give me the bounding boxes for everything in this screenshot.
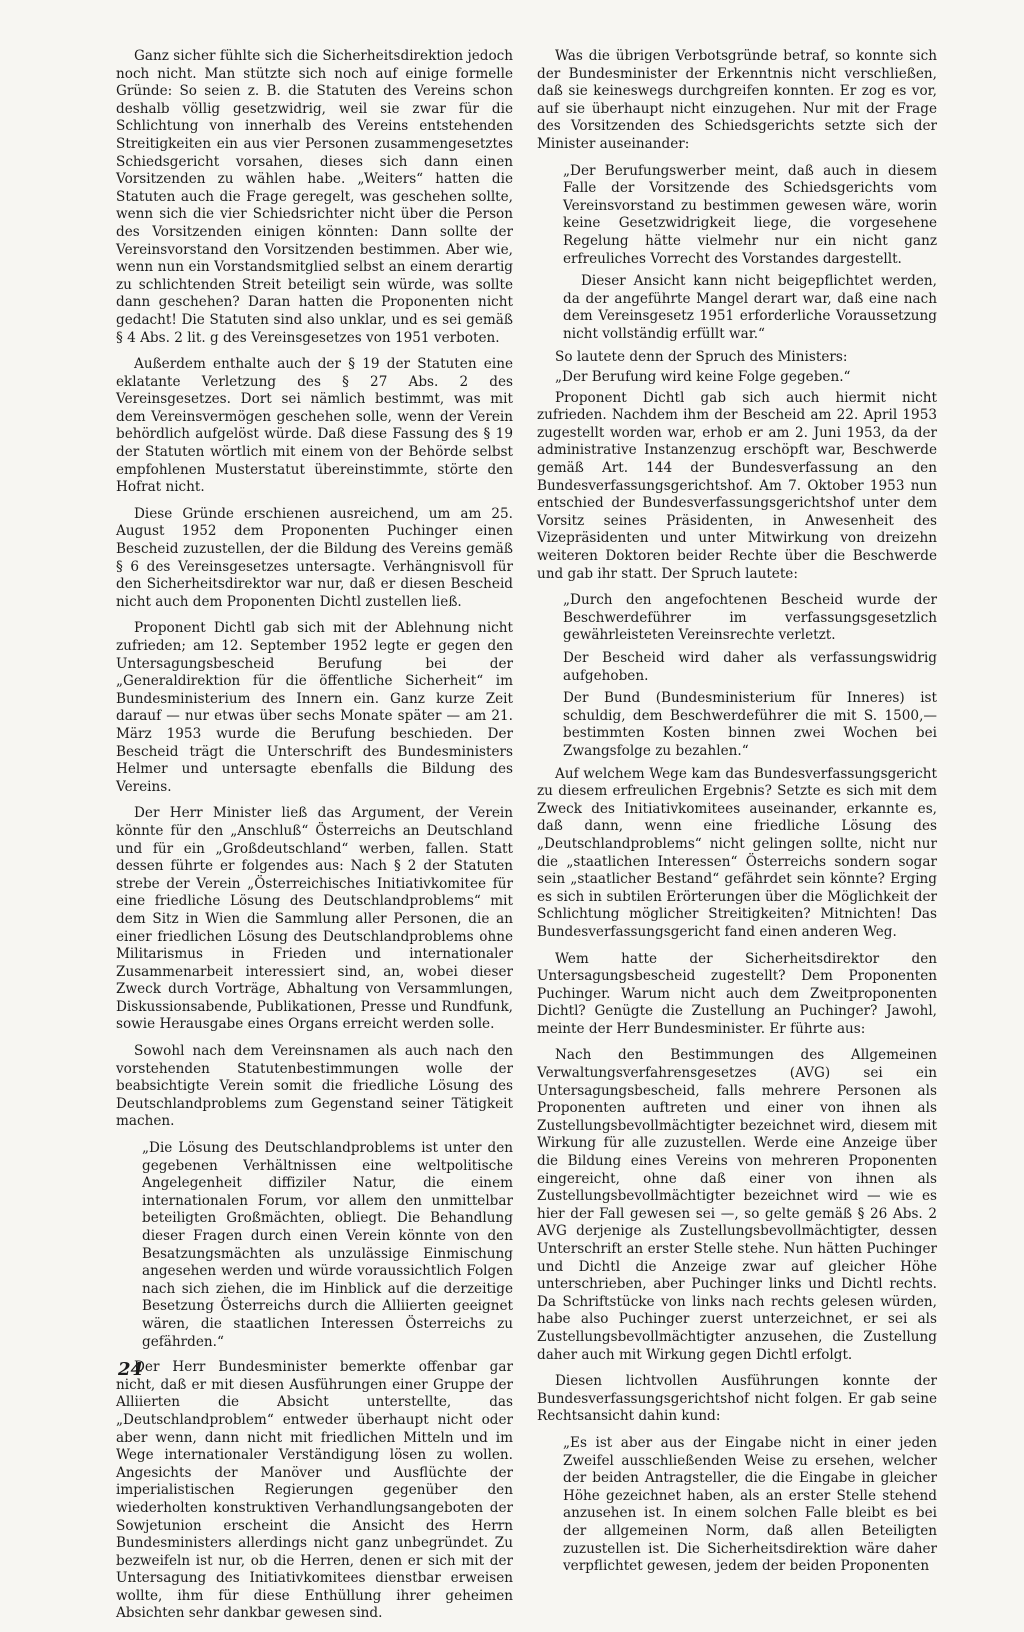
quote-paragraph: „Der Berufungswerber meint, daß auch in diesem Falle der Vorsitzende des Schiedsgerichts vom Vereinsvorstand zu bestimmen gewesen wäre, worin keine Gesetzwidrigkeit liege, die vorgesehene Regelung hätte vielmehr nur ein nicht ganz erfreuliches Vorrecht des Vorstandes dargestellt. [563,162,937,267]
paragraph: Der Herr Bundesminister bemerkte offenbar gar nicht, daß er mit diesen Ausführungen einer Gruppe der Alliierten die Absicht unterstellte, das „Deutschlandproblem“ entweder überhaupt nicht oder aber wenn, dann nicht mit friedlichen Mitteln und im Wege internationaler Verständigung lösen zu wollen. Angesichts der Manöver und Ausflüchte der imperialistischen Regierungen gegenüber den wiederholten konstruktiven Verhandlungsangeboten der Sowjetunion erscheint die Ansicht des Herrn Bundesministers allerdings nicht ganz unbegründet. Zu bezweifeln ist nur, ob die Herren, denen er sich mit der Untersagung des Initiativkomitees dienstbar erweisen wollte, ihm für diese Enthüllung ihrer geheimen Absichten sehr dankbar gewesen sind. [116,1359,513,1622]
left-column [116,48,513,1632]
page-number: 24 [118,1359,144,1380]
quote-paragraph: Dieser Ansicht kann nicht beigepflichtet werden, da der angeführte Mangel derart war, daß eine nach dem Vereinsgesetz 1951 erforderliche Voraussetzung nicht vollständig erfüllt war.“ [563,273,937,342]
paragraph: So lautete denn der Spruch des Ministers: [555,348,848,365]
quote-paragraph: Der Bescheid wird daher als verfassungswidrig aufgehoben. [563,650,937,684]
quote-paragraph: „Die Lösung des Deutschlandproblems ist unter den gegebenen Verhältnissen eine weltpolitische Angelegenheit diffiziler Natur, die einem internationalen Forum, vor allem den unmittelbar beteiligten Großmächten, obliegt. Die Behandlung dieser Fragen durch einen Verein könnte von den Besatzungsmächten als unzulässige Einmischung angesehen werden und würde voraussichtlich Folgen nach sich ziehen, die im Hinblick auf die derzeitige Besetzung Österreichs durch die Alliierten geeignet wären, die staatlichen Interessen Österreichs zu gefährden.“ [142,1140,513,1350]
quote-paragraph: Der Bund (Bundesministerium für Inneres) ist schuldig, dem Beschwerdeführer die mit S. 1500,— bestimmten Kosten binnen zwei Wochen bei Zwangsfolge zu bezahlen.“ [563,690,937,759]
block-quote [537,592,937,760]
paragraph: Diesen lichtvollen Ausführungen konnte der Bundesverfassungsgerichtshof nicht folgen. Er gab seine Rechtsansicht dahin kund: [537,1373,937,1425]
paragraph: Diese Gründe erschienen ausreichend, um am 25. August 1952 dem Proponenten Puchinger einen Bescheid zuzustellen, der die Bildung des Vereins gemäß § 6 des Vereinsgesetzes untersagte. Verhängnisvoll für den Sicherheitsdirektor war nur, daß er diesen Bescheid nicht auch dem Proponenten Dichtl zustellen ließ. [116,505,513,610]
paragraph: Was die übrigen Verbotsgründe betraf, so konnte sich der Bundesminister der Erkenntnis nicht verschließen, daß sie keineswegs durchgreifen konnten. Er zog es vor, auf sie überhaupt nicht einzugehen. Nur mit der Frage des Vorsitzenden des Schiedsgerichts setzte sich der Minister auseinander: [537,48,937,152]
paragraph: Proponent Dichtl gab sich mit der Ablehnung nicht zufrieden; am 12. September 1952 legte er gegen den Untersagungsbescheid Berufung bei der „Generaldirektion für die öffentliche Sicherheit“ im Bundesministerium des Innern ein. Ganz kurze Zeit darauf — nur etwas über sechs Monate später — am 21. März 1953 wurde die Berufung beschieden. Der Bescheid trägt die Unterschrift des Bundesministers Helmer und untersagte ebenfalls die Bildung des Vereins. [116,620,513,795]
right-column [537,48,937,1581]
paragraph: Auf welchem Wege kam das Bundesverfassungsgericht zu diesem erfreulichen Ergebnis? Setzte es sich mit dem Zweck des Initiativkomitees auseinander, erkannte es, daß dann, wenn eine friedliche Lösung des „Deutschlandproblems“ nicht gelingen sollte, nicht nur die „staatlichen Interessen“ Österreichs sondern sogar sein „staatlicher Bestand“ gefährdet sein könnte? Erging es sich in subtilen Erörterungen über die Möglichkeit der Schlichtung möglicher Streitigkeiten? Mitnichten! Das Bundesverfassungsgericht fand einen anderen Weg. [537,765,937,940]
block-quote [116,1140,513,1351]
paragraph: Ganz sicher fühlte sich die Sicherheitsdirektion jedoch noch nicht. Man stützte sich noch auf einige formelle Gründe: So seien z. B. die Statuten des Vereins schon deshalb völlig gesetzwidrig, weil sie zwar für die Schlichtung von innerhalb des Vereins entstehenden Streitigkeiten ein aus vier Personen zusammengesetztes Schiedsgericht vorsahen, dieses sich dann einen Vorsitzenden zu wählen habe. „Weiters“ hatten die Statuten auch die Frage geregelt, was geschehen sollte, wenn sich die vier Schiedsrichter nicht über die Person des Vorsitzenden einigen könnten: Dann sollte der Vereinsvorstand den Vorsitzenden bestimmen. Aber wie, wenn nun ein Vorstandsmitglied selbst an einem derartig zu schlichtenden Streit beteiligt sein würde, was sollte dann geschehen? Daran hatten die Proponenten nicht gedacht! Die Statuten sind also unklar, und es sei gemäß § 4 Abs. 2 lit. g des Vereinsgesetzes von 1951 verboten. [116,48,513,346]
quote-paragraph: „Durch den angefochtenen Bescheid wurde der Beschwerdeführer im verfassungsgesetzlich gewährleisteten Vereinsrechte verletzt. [563,592,937,644]
paragraph: Sowohl nach dem Vereinsnamen als auch nach den vorstehenden Statutenbestimmungen wolle der beabsichtigte Verein somit die friedliche Lösung des Deutschlandproblems zum Gegenstand seiner Tätigkeit machen. [116,1043,513,1130]
paragraph: „Der Berufung wird keine Folge gegeben.“ [555,369,851,386]
paragraph: Nach den Bestimmungen des Allgemeinen Verwaltungsverfahrensgesetzes (AVG) sei ein Untersagungsbescheid, falls mehrere Personen als Proponenten auftreten und einer von ihnen als Zustellungsbevollmächtigter bezeichnet wird, diesem mit Wirkung für alle zuzustellen. Werde eine Anzeige über die Bildung eines Vereins von mehreren Proponenten eingereicht, ohne daß einer von ihnen als Zustellungsbevollmächtigter bezeichnet wird — wie es hier der Fall gewesen sei —, so gelte gemäß § 26 Abs. 2 AVG derjenige als Zustellungsbevollmächtigter, dessen Unterschrift an erster Stelle stehe. Nun hätten Puchinger und Dichtl die Anzeige zwar auf gleicher Höhe unterschrieben, aber Puchinger links und Dichtl rechts. Da Schriftstücke von links nach rechts gelesen würden, habe also Puchinger zuerst unterzeichnet, er sei als Zustellungsbevollmächtigter anzusehen, die Zustellung daher auch mit Wirkung gegen Dichtl erfolgt. [537,1047,937,1363]
paragraph: Proponent Dichtl gab sich auch hiermit nicht zufrieden. Nachdem ihm der Bescheid am 22. April 1953 zugestellt worden war, erhob er am 2. Juni 1953, da der administrative Instanzenzug erschöpft war, Beschwerde gemäß Art. 144 der Bundesverfassung an den Bundesverfassungsgerichtshof. Am 7. Oktober 1953 nun entschied der Bundesverfassungsgerichtshof unter dem Vorsitz seines Präsidenten, in Anwesenheit des Vizepräsidenten und unter Mitwirkung von dreizehn weiteren Doktoren beider Rechte über die Beschwerde und gab ihr statt. Der Spruch lautete: [537,389,937,582]
paragraph: Außerdem enthalte auch der § 19 der Statuten eine eklatante Verletzung des § 27 Abs. 2 des Vereinsgesetzes. Dort sei nämlich bestimmt, was mit dem Vereinsvermögen geschehen solle, wenn der Verein behördlich aufgelöst würde. Daß diese Fassung des § 19 der Statuten wörtlich mit einem von der Behörde selbst empfohlenen Musterstatut übereinstimmte, störte den Hofrat nicht. [116,356,513,496]
paragraph: Wem hatte der Sicherheitsdirektor den Untersagungsbescheid zugestellt? Dem Proponenten Puchinger. Warum nicht auch dem Zweitproponenten Dichtl? Genügte die Zustellung an Puchinger? Jawohl, meinte der Herr Bundesminister. Er führte aus: [537,950,937,1037]
block-quote [537,163,937,344]
block-quote [537,1435,937,1576]
quote-paragraph: „Es ist aber aus der Eingabe nicht in einer jeden Zweifel ausschließenden Weise zu ersehen, welcher der beiden Antragsteller, die die Eingabe in gleicher Höhe gezeichnet haben, als an erster Stelle stehend anzusehen ist. In einem solchen Falle bleibt es bei der allgemeinen Norm, daß allen Beteiligten zuzustellen ist. Die Sicherheitsdirektion wäre daher verpflichtet gewesen, jedem der beiden Proponenten [563,1434,937,1575]
paragraph: Der Herr Minister ließ das Argument, der Verein könnte für den „Anschluß“ Österreichs an Deutschland und für ein „Großdeutschland“ werben, fallen. Statt dessen führte er folgendes aus: Nach § 2 der Statuten strebe der Verein „Österreichisches Initiativkomitee für eine friedliche Lösung des Deutschlandproblems“ mit dem Sitz in Wien die Sammlung aller Personen, die an einer friedlichen Lösung des Deutschlandproblems ohne Militarismus in Frieden und internationaler Zusammenarbeit interessiert sind, an, wobei dieser Zweck durch Vorträge, Abhaltung von Versammlungen, Diskussionsabende, Publikationen, Presse und Rundfunk, sowie Herausgabe eines Organs erreicht werden solle. [116,805,513,1033]
